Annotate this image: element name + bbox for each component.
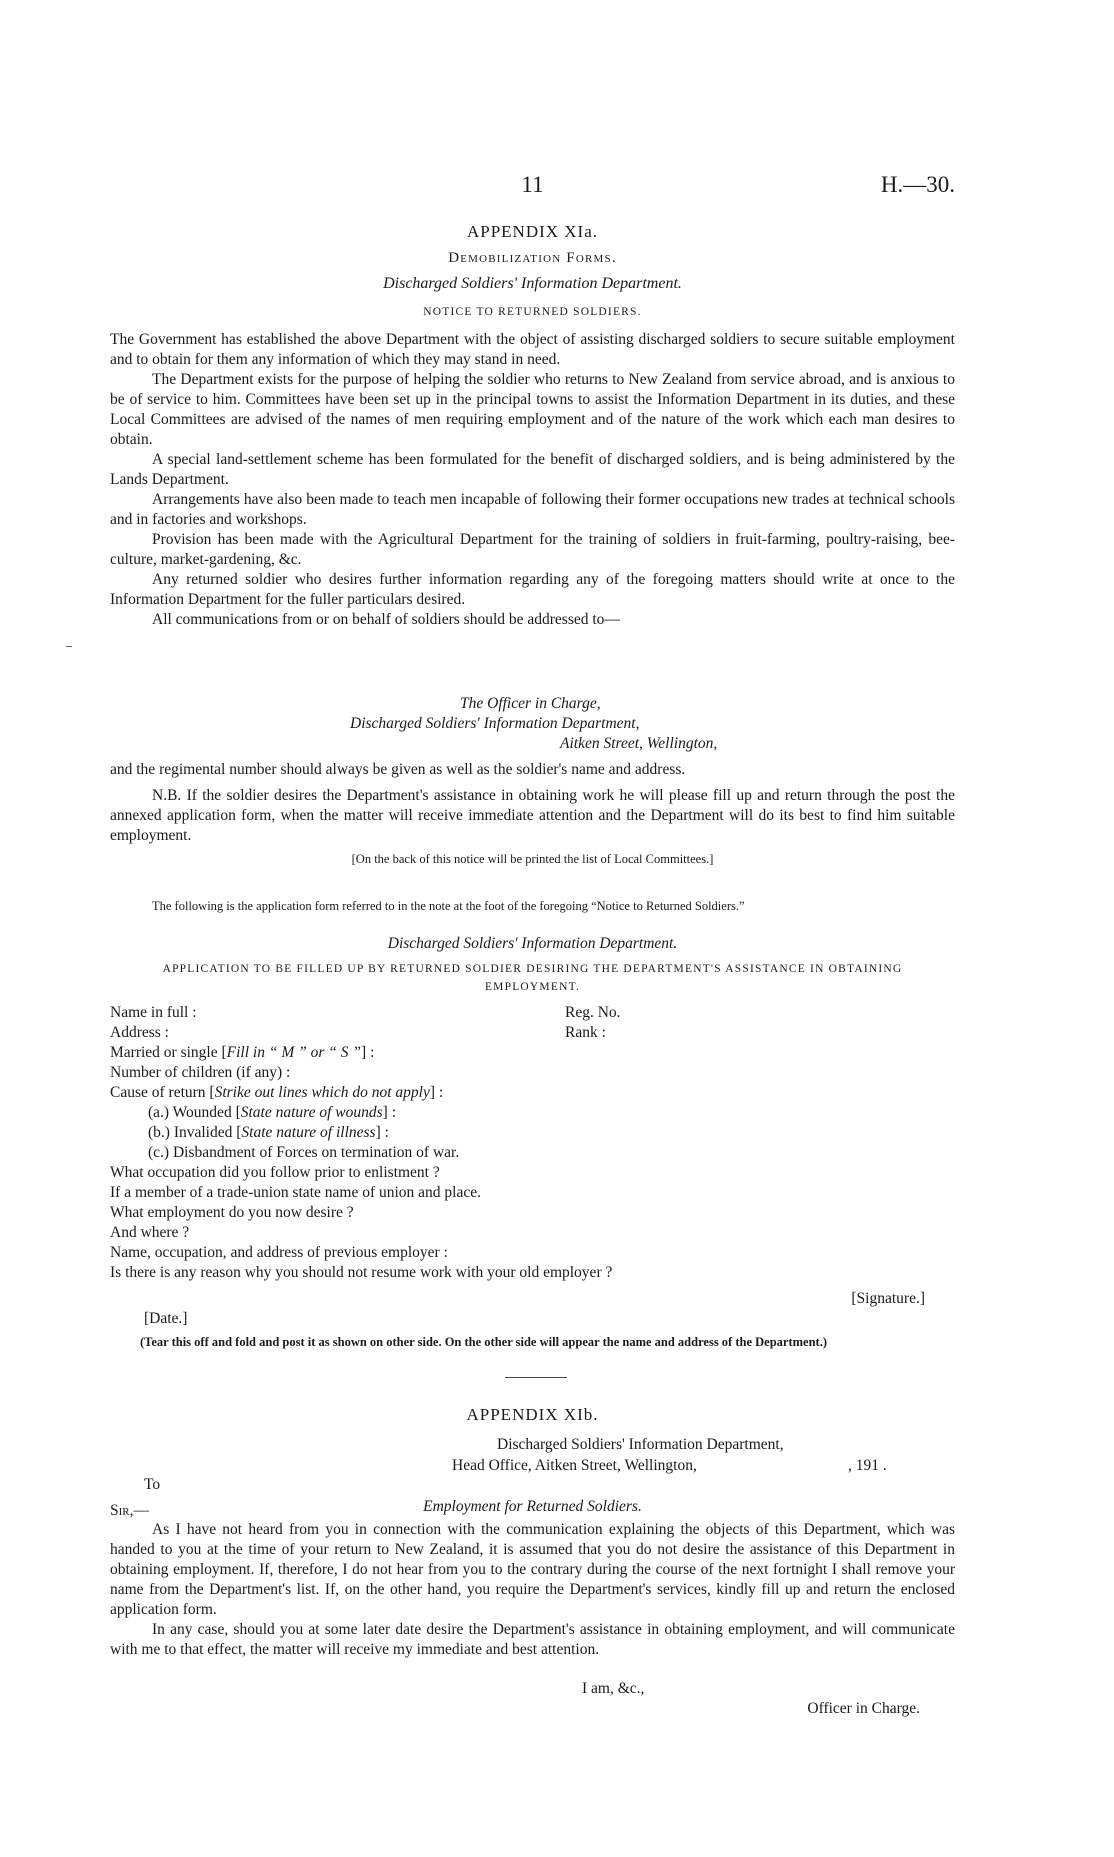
letter-paragraph: In any case, should you at some later date desire the Department's assistance in obtaining employment, and will communicate with me to that effect, the matter will receive my immediate and best attention.	[110, 1621, 955, 1658]
notice-body	[110, 330, 955, 630]
letterhead	[110, 1434, 955, 1476]
form-row-cause	[110, 1083, 955, 1103]
invalided-hint: State nature of illness	[241, 1124, 376, 1141]
appendix-a-department: Discharged Soldiers' Information Department.	[383, 275, 682, 292]
tear-note: (Tear this off and fold and post it as shown on other side. On the other side will appear the name and address of the Department.)	[140, 1335, 827, 1349]
section-divider	[505, 1377, 567, 1378]
salutation-row	[110, 1498, 955, 1520]
letterhead-address: Head Office, Aitken Street, Wellington,	[452, 1457, 697, 1474]
wounded-end: ] :	[382, 1104, 397, 1121]
cause-label: Cause of return [	[110, 1084, 215, 1101]
back-note: [On the back of this notice will be printed the list of Local Committees.]	[351, 852, 714, 866]
cause-end: ] :	[429, 1084, 444, 1101]
children-label: Number of children (if any) :	[110, 1064, 291, 1081]
letter-year: , 191 .	[848, 1457, 887, 1474]
letter-paragraph: As I have not heard from you in connection with the communication explaining the objects of this Department, which was handed to you at the time of your return to New Zealand, it is assumed that you do not desire the assistance of this Department in obtaining employment. If, therefore, I do not hear from you to the contrary during the course of the next fortnight I shall remove your name from the Department's list. If, on the other hand, you require the Department's services, kindly fill up and return the enclosed application form.	[110, 1521, 955, 1618]
form-row-name	[110, 1003, 955, 1023]
application-intro	[110, 898, 955, 914]
form-row-employment	[110, 1203, 955, 1223]
page-header	[110, 172, 955, 202]
notice-paragraph: All communications from or on behalf of soldiers should be addressed to—	[152, 611, 620, 628]
rank-field-label: Rank :	[565, 1024, 606, 1041]
married-label: Married or single [	[110, 1044, 227, 1061]
notice-paragraph: Provision has been made with the Agricultural Department for the training of soldiers in fruit-farming, poultry-raising, bee-culture, market-gardening, &c.	[110, 531, 955, 568]
address-line-2: Discharged Soldiers' Information Department,	[350, 715, 640, 732]
letter-subject: Employment for Returned Soldiers.	[423, 1498, 642, 1515]
union-question: If a member of a trade-union state name of union and place.	[110, 1184, 481, 1201]
married-end: ] :	[361, 1044, 375, 1061]
married-hint: Fill in “ M ” or “ S ”	[226, 1044, 362, 1061]
letterhead-address-row	[110, 1455, 955, 1476]
employment-question: What employment do you now desire ?	[110, 1204, 354, 1221]
document-reference: H.—30.	[880, 172, 955, 197]
application-department: Discharged Soldiers' Information Department.	[387, 935, 678, 952]
appendix-a-subtitle: Demobilization Forms.	[448, 250, 617, 266]
margin-mark	[66, 646, 72, 647]
name-field-label: Name in full :	[110, 1004, 197, 1021]
address-field-label: Address :	[110, 1024, 169, 1041]
letter-signoff: Officer in Charge.	[807, 1700, 920, 1717]
form-row-married	[110, 1043, 955, 1063]
form-row-address	[110, 1023, 955, 1043]
form-row-reason	[110, 1263, 955, 1283]
letterhead-department: Discharged Soldiers' Information Department,	[497, 1436, 784, 1453]
form-row-wounded	[110, 1103, 955, 1123]
notice-title: NOTICE TO RETURNED SOLDIERS.	[423, 306, 642, 318]
application-form	[110, 1003, 955, 1283]
appendix-a-title: APPENDIX XIa.	[466, 222, 599, 241]
salutation: Sir,—	[110, 1502, 149, 1519]
form-row-union	[110, 1183, 955, 1203]
address-line-1: The Officer in Charge,	[460, 695, 601, 712]
previous-employer-question: Name, occupation, and address of previous employer :	[110, 1244, 448, 1261]
cause-hint: Strike out lines which do not apply	[214, 1084, 430, 1101]
notice-footer	[110, 760, 955, 867]
wounded-hint: State nature of wounds	[240, 1104, 383, 1121]
reason-question: Is there is any reason why you should not resume work with your old employer ?	[110, 1264, 613, 1281]
wounded-prefix: (a.) Wounded [	[148, 1104, 241, 1121]
form-row-disbandment	[110, 1143, 955, 1163]
form-row-children	[110, 1063, 955, 1083]
where-question: And where ?	[110, 1224, 190, 1241]
invalided-end: ] :	[375, 1124, 389, 1141]
form-row-occupation	[110, 1163, 955, 1183]
letter-body	[110, 1520, 955, 1660]
nb-paragraph: N.B. If the soldier desires the Department's assistance in obtaining work he will please fill up and return through the post the annexed application form, when the matter will receive immediate attention and the Department will do its best to find him suitable employment.	[110, 787, 955, 844]
appendix-b-title: APPENDIX XIb.	[466, 1405, 599, 1424]
application-heading: APPLICATION TO BE FILLED UP BY RETURNED SOLDIER DESIRING THE DEPARTMENT'S ASSISTANCE IN OBTAINING EMPLOYMENT.	[162, 963, 903, 993]
regimental-number-note: and the regimental number should always be given as well as the soldier's name and address.	[110, 761, 686, 778]
address-block	[110, 694, 955, 754]
notice-paragraph: The Government has established the above Department with the object of assisting discharged soldiers to secure suitable employment and to obtain for them any information of which they may stand in need.	[110, 331, 955, 368]
tear-note-block	[110, 1334, 955, 1350]
address-line-3: Aitken Street, Wellington,	[560, 735, 718, 752]
form-row-previous	[110, 1243, 955, 1263]
letter-to: To	[144, 1476, 161, 1493]
date-line: [Date.]	[144, 1310, 188, 1327]
letter-closing: I am, &c.,	[582, 1680, 645, 1697]
form-row-where	[110, 1223, 955, 1243]
notice-paragraph: Arrangements have also been made to teach men incapable of following their former occupations new trades at technical schools and in factories and workshops.	[110, 491, 955, 528]
notice-paragraph: The Department exists for the purpose of helping the soldier who returns to New Zealand from service abroad, and is anxious to be of service to him. Committees have been set up in the principal towns to assist the Information Department in its duties, and these Local Committees are advised of the names of men requiring employment and of the nature of the work which each man desires to obtain.	[110, 371, 955, 448]
invalided-prefix: (b.) Invalided [	[148, 1124, 242, 1141]
page-number: 11	[521, 172, 544, 197]
form-row-invalided	[110, 1123, 955, 1143]
disbandment-option: (c.) Disbandment of Forces on termination of war.	[148, 1144, 460, 1161]
notice-paragraph: A special land-settlement scheme has been formulated for the benefit of discharged soldiers, and is being administered by the Lands Department.	[110, 451, 955, 488]
occupation-question: What occupation did you follow prior to enlistment ?	[110, 1164, 440, 1181]
reg-no-field-label: Reg. No.	[565, 1004, 621, 1021]
application-intro-text: The following is the application form referred to in the note at the foot of the foregoing “Notice to Returned Soldiers.”	[152, 899, 745, 913]
notice-paragraph: Any returned soldier who desires further information regarding any of the foregoing matters should write at once to the Information Department for the fuller particulars desired.	[110, 571, 955, 608]
signature-line: [Signature.]	[851, 1290, 925, 1307]
